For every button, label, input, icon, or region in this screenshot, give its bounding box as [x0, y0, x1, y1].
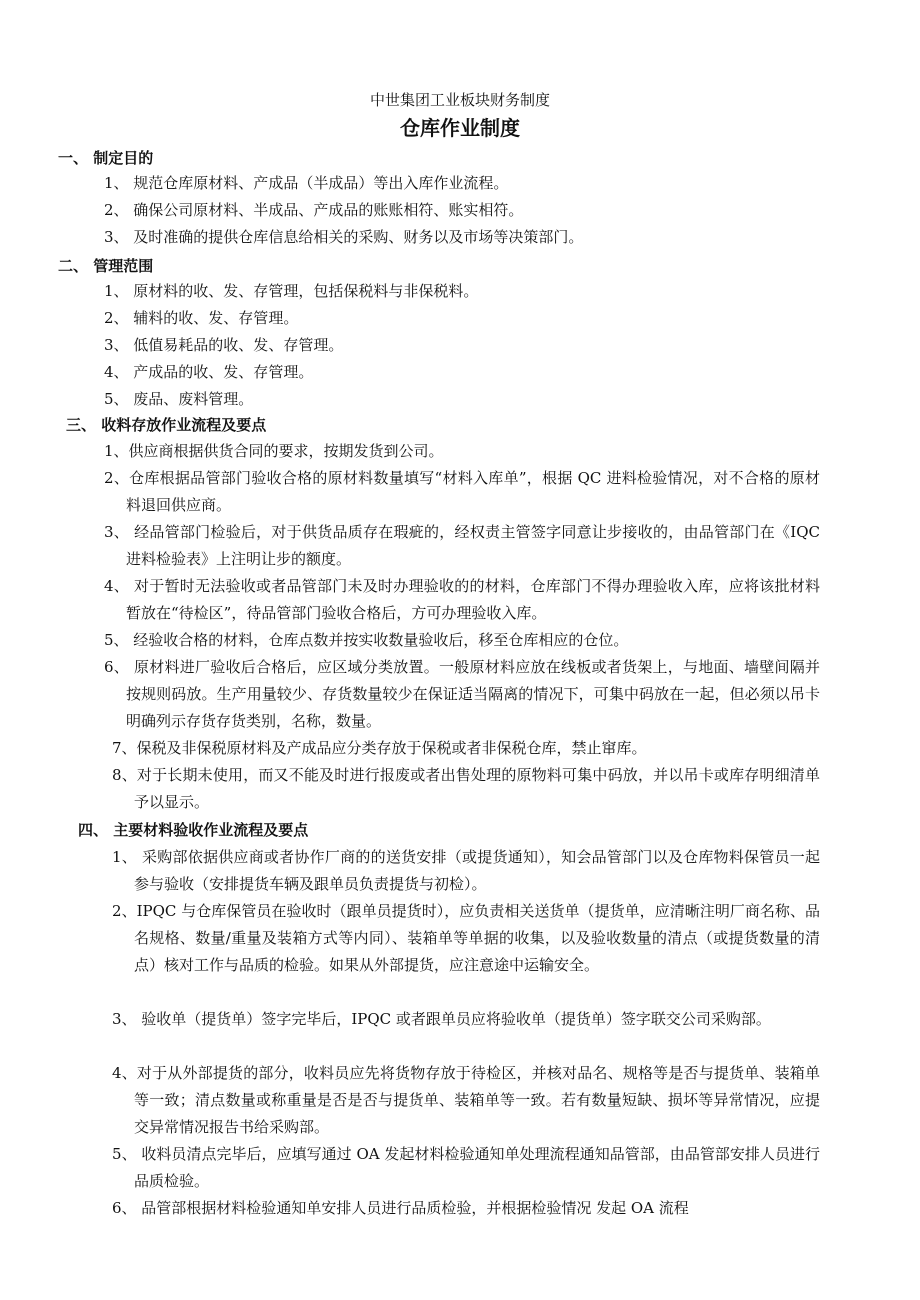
list-item: 2、IPQC 与仓库保管员在验收时（跟单员提货时），应负责相关送货单（提货单，应清晰注明厂商名称、品名规格、数量/重量及装箱方式等内同）、装箱单等单据的收集，以及验收数量的清点（或提货数量的清点）核对工作与品质的检验。如果从外部提货，应注意途中运输安全。 — [112, 902, 820, 974]
list-item: 4、 对于暂时无法验收或者品管部门未及时办理验收的的材料，仓库部门不得办理验收入库，应将该批材料暂放在“待检区”，待品管部门验收合格后，方可办理验收入库。 — [104, 577, 820, 622]
list-item: 5、 收料员清点完毕后，应填写通过 OA 发起材料检验通知单处理流程通知品管部，由品管部安排人员进行品质检验。 — [112, 1145, 820, 1190]
list-item: 3、 及时准确的提供仓库信息给相关的采购、财务以及市场等决策部门。 — [104, 228, 584, 246]
list-item: 4、 产成品的收、发、存管理。 — [104, 363, 314, 381]
section-heading-inspection: 四、 主要材料验收作业流程及要点 — [78, 821, 309, 839]
list-item: 3、 验收单（提货单）签字完毕后，IPQC 或者跟单员应将验收单（提货单）签字联交公司采购部。 — [112, 1010, 771, 1028]
section-heading-scope: 二、 管理范围 — [58, 257, 154, 275]
section-heading-receiving-storage: 三、 收料存放作业流程及要点 — [66, 416, 267, 434]
list-item: 2、仓库根据品管部门验收合格的原材料数量填写“材料入库单”，根据 QC 进料检验情况，对不合格的原材料退回供应商。 — [104, 469, 820, 514]
list-item: 7、保税及非保税原材料及产成品应分类存放于保税或者非保税仓库，禁止窜库。 — [112, 739, 647, 757]
list-item: 2、 确保公司原材料、半成品、产成品的账账相符、账实相符。 — [104, 201, 524, 219]
list-item: 1、供应商根据供货合同的要求，按期发货到公司。 — [104, 442, 444, 460]
list-item: 1、 规范仓库原材料、产成品（半成品）等出入库作业流程。 — [104, 174, 509, 192]
list-item: 1、 原材料的收、发、存管理，包括保税料与非保税料。 — [104, 282, 479, 300]
list-item: 5、 废品、废料管理。 — [104, 390, 254, 408]
list-item: 5、 经验收合格的材料，仓库点数并按实收数量验收后，移至仓库相应的仓位。 — [104, 631, 629, 649]
document-subtitle: 中世集团工业板块财务制度 — [369, 91, 550, 109]
list-item: 6、 原材料进厂验收后合格后，应区域分类放置。一般原材料应放在线板或者货架上，与地面、墙壁间隔并按规则码放。生产用量较少、存货数量较少在保证适当隔离的情况下，可集中码放在一起，但必须以吊卡明确列示存货存货类别，名称，数量。 — [104, 658, 820, 730]
document-title: 仓库作业制度 — [400, 116, 520, 140]
list-item: 4、对于从外部提货的部分，收料员应先将货物存放于待检区，并核对品名、规格等是否与提货单、装箱单等一致；清点数量或称重量是否是否与提货单、装箱单等一致。若有数量短缺、损坏等异常情况，应提交异常情况报告书给采购部。 — [112, 1064, 820, 1136]
list-item: 8、对于长期未使用，而又不能及时进行报废或者出售处理的原物料可集中码放，并以吊卡或库存明细清单予以显示。 — [112, 766, 820, 811]
list-item: 1、 采购部依据供应商或者协作厂商的的送货安排（或提货通知），知会品管部门以及仓库物料保管员一起参与验收（安排提货车辆及跟单员负责提货与初检）。 — [112, 848, 820, 893]
list-item: 3、 低值易耗品的收、发、存管理。 — [104, 336, 344, 354]
list-item: 6、 品管部根据材料检验通知单安排人员进行品质检验，并根据检验情况 发起 OA 流程 — [112, 1199, 689, 1217]
list-item: 3、 经品管部门检验后，对于供货品质存在瑕疵的，经权责主管签字同意让步接收的，由品管部门在《IQC 进料检验表》上注明让步的额度。 — [104, 523, 820, 568]
list-item: 2、 辅料的收、发、存管理。 — [104, 309, 299, 327]
section-heading-purpose: 一、 制定目的 — [58, 149, 154, 167]
